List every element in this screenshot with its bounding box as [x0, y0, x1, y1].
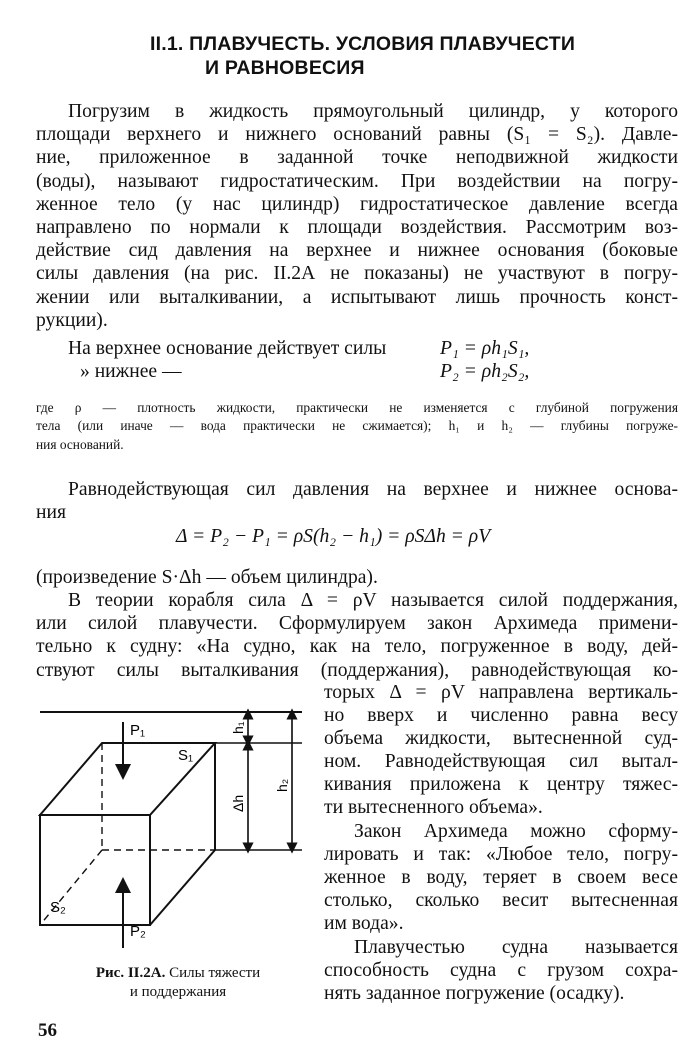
text-line: или силой плавучести. Сформулируем закон Архимеда примени- [36, 613, 678, 635]
text-line: ти вытесненного объема». [324, 797, 543, 819]
figure-caption [58, 964, 298, 1002]
label-h1: h₁ [230, 721, 246, 734]
text-line: женное тело (у нас цилиндр) гидростатическое давление всегда [36, 193, 678, 215]
paragraph-3 [36, 566, 678, 589]
label-p1: P₁ [130, 722, 146, 739]
main-formula: Δ = P₂ − P₁ = ρS(h₂ − h₁) = ρSΔh = ρV [176, 526, 491, 547]
text-line: столько, сколько весит вытесненная [324, 890, 678, 912]
text-line: торых Δ = ρV направлена вертикаль- [324, 682, 678, 703]
text-line: Плавучестью судна называется [354, 937, 678, 958]
heading-line-2: И РАВНОВЕСИЯ [205, 57, 365, 79]
label-s2: S₂ [50, 899, 66, 916]
paragraph-4 [36, 589, 678, 682]
heading-line-1: II.1. ПЛАВУЧЕСТЬ. УСЛОВИЯ ПЛАВУЧЕСТИ [150, 33, 576, 55]
figure-cylinder-forces [30, 700, 320, 962]
prism-body [40, 743, 215, 925]
text-line: кивания приложена к центру тяжес- [324, 774, 678, 796]
text-line: им вода». [324, 913, 404, 935]
text-line: ствуют силы выталкивания (поддержания), равнодействующая ко- [36, 659, 678, 681]
text-line: женное в воду, теряет в своем весе [324, 867, 678, 889]
text-line: нять заданное погружение (осадку). [324, 983, 625, 1005]
label-delta-h: Δh [230, 794, 246, 812]
page-number: 56 [38, 1020, 57, 1041]
text-line: объема жидкости, вытесненной суд- [324, 728, 678, 750]
text-line: ния [36, 502, 66, 524]
text-line: направлено по нормали к площади воздействия. Рассмотрим воз- [36, 217, 678, 239]
right-column-1 [324, 681, 678, 820]
caption-text: Силы тяжести [165, 965, 261, 981]
text-line: Закон Архимеда можно сформу- [354, 821, 678, 842]
label-h2: h₂ [274, 778, 290, 792]
text-line: (произведение S·Δh — объем цилиндра). [36, 567, 378, 588]
text-line: действие сид давления на верхнее и нижнее основания (боковые [36, 240, 678, 262]
footnote-definitions [36, 399, 678, 454]
text-line: Равнодействующая сил давления на верхнее и нижнее основа- [68, 479, 678, 500]
section-heading [150, 32, 630, 80]
note-line: тела (или иначе — вода практически не сжимается); h₁ и h₂ — глубины погруже- [36, 418, 678, 434]
paragraph-1 [36, 100, 678, 332]
lower-force-text: » нижнее — [80, 361, 182, 382]
upper-force-text: На верхнее основание действует силы [68, 338, 387, 359]
upper-force-formula: P₁ = ρh₁S₁, [440, 338, 530, 359]
label-s1: S₁ [178, 747, 194, 764]
text-line: рукции). [36, 309, 108, 331]
text-line: (воды), называют гидростатическим. При воздействии на погру- [36, 170, 678, 192]
text-line: В теории корабля сила Δ = ρV называется силой поддержания, [68, 590, 678, 611]
note-line: ния оснований. [36, 436, 124, 452]
lower-force-formula: P₂ = ρh₂S₂, [440, 361, 530, 382]
text-line: Погрузим в жидкость прямоугольный цилиндр, у которого [68, 101, 678, 122]
caption-label: Рис. II.2А. [95, 965, 166, 981]
text-line: ние, приложенное в заданной точке неподвижной жидкости [36, 147, 678, 169]
note-line: где ρ — плотность жидкости, практически не изменяется с глубиной погружения [36, 400, 678, 415]
hidden-edges [40, 743, 215, 925]
text-line: жении или выталкивании, а испытывают лишь прочность конст- [36, 286, 678, 308]
text-line: ном. Равнодействующая сил вытал- [324, 751, 678, 773]
text-line: способность судна с грузом сохра- [324, 960, 678, 982]
text-line: площади верхнего и нижнего оснований равны (S₁ = S₂). Давле- [36, 124, 678, 146]
label-p2: P₂ [130, 923, 146, 940]
text-line: силы давления (на рис. II.2А не показаны) не участвуют в погру- [36, 263, 678, 285]
text-line: тельно к судну: «На судно, как на тело, погруженное в воду, дей- [36, 636, 678, 658]
right-column-3 [324, 936, 678, 1005]
caption-text-line2: и поддержания [129, 984, 227, 1000]
text-line: но вверх и численно равна весу [324, 705, 678, 727]
paragraph-2 [36, 478, 678, 524]
right-column-2 [324, 820, 678, 935]
text-line: лировать и так: «Любое тело, погру- [324, 844, 678, 866]
